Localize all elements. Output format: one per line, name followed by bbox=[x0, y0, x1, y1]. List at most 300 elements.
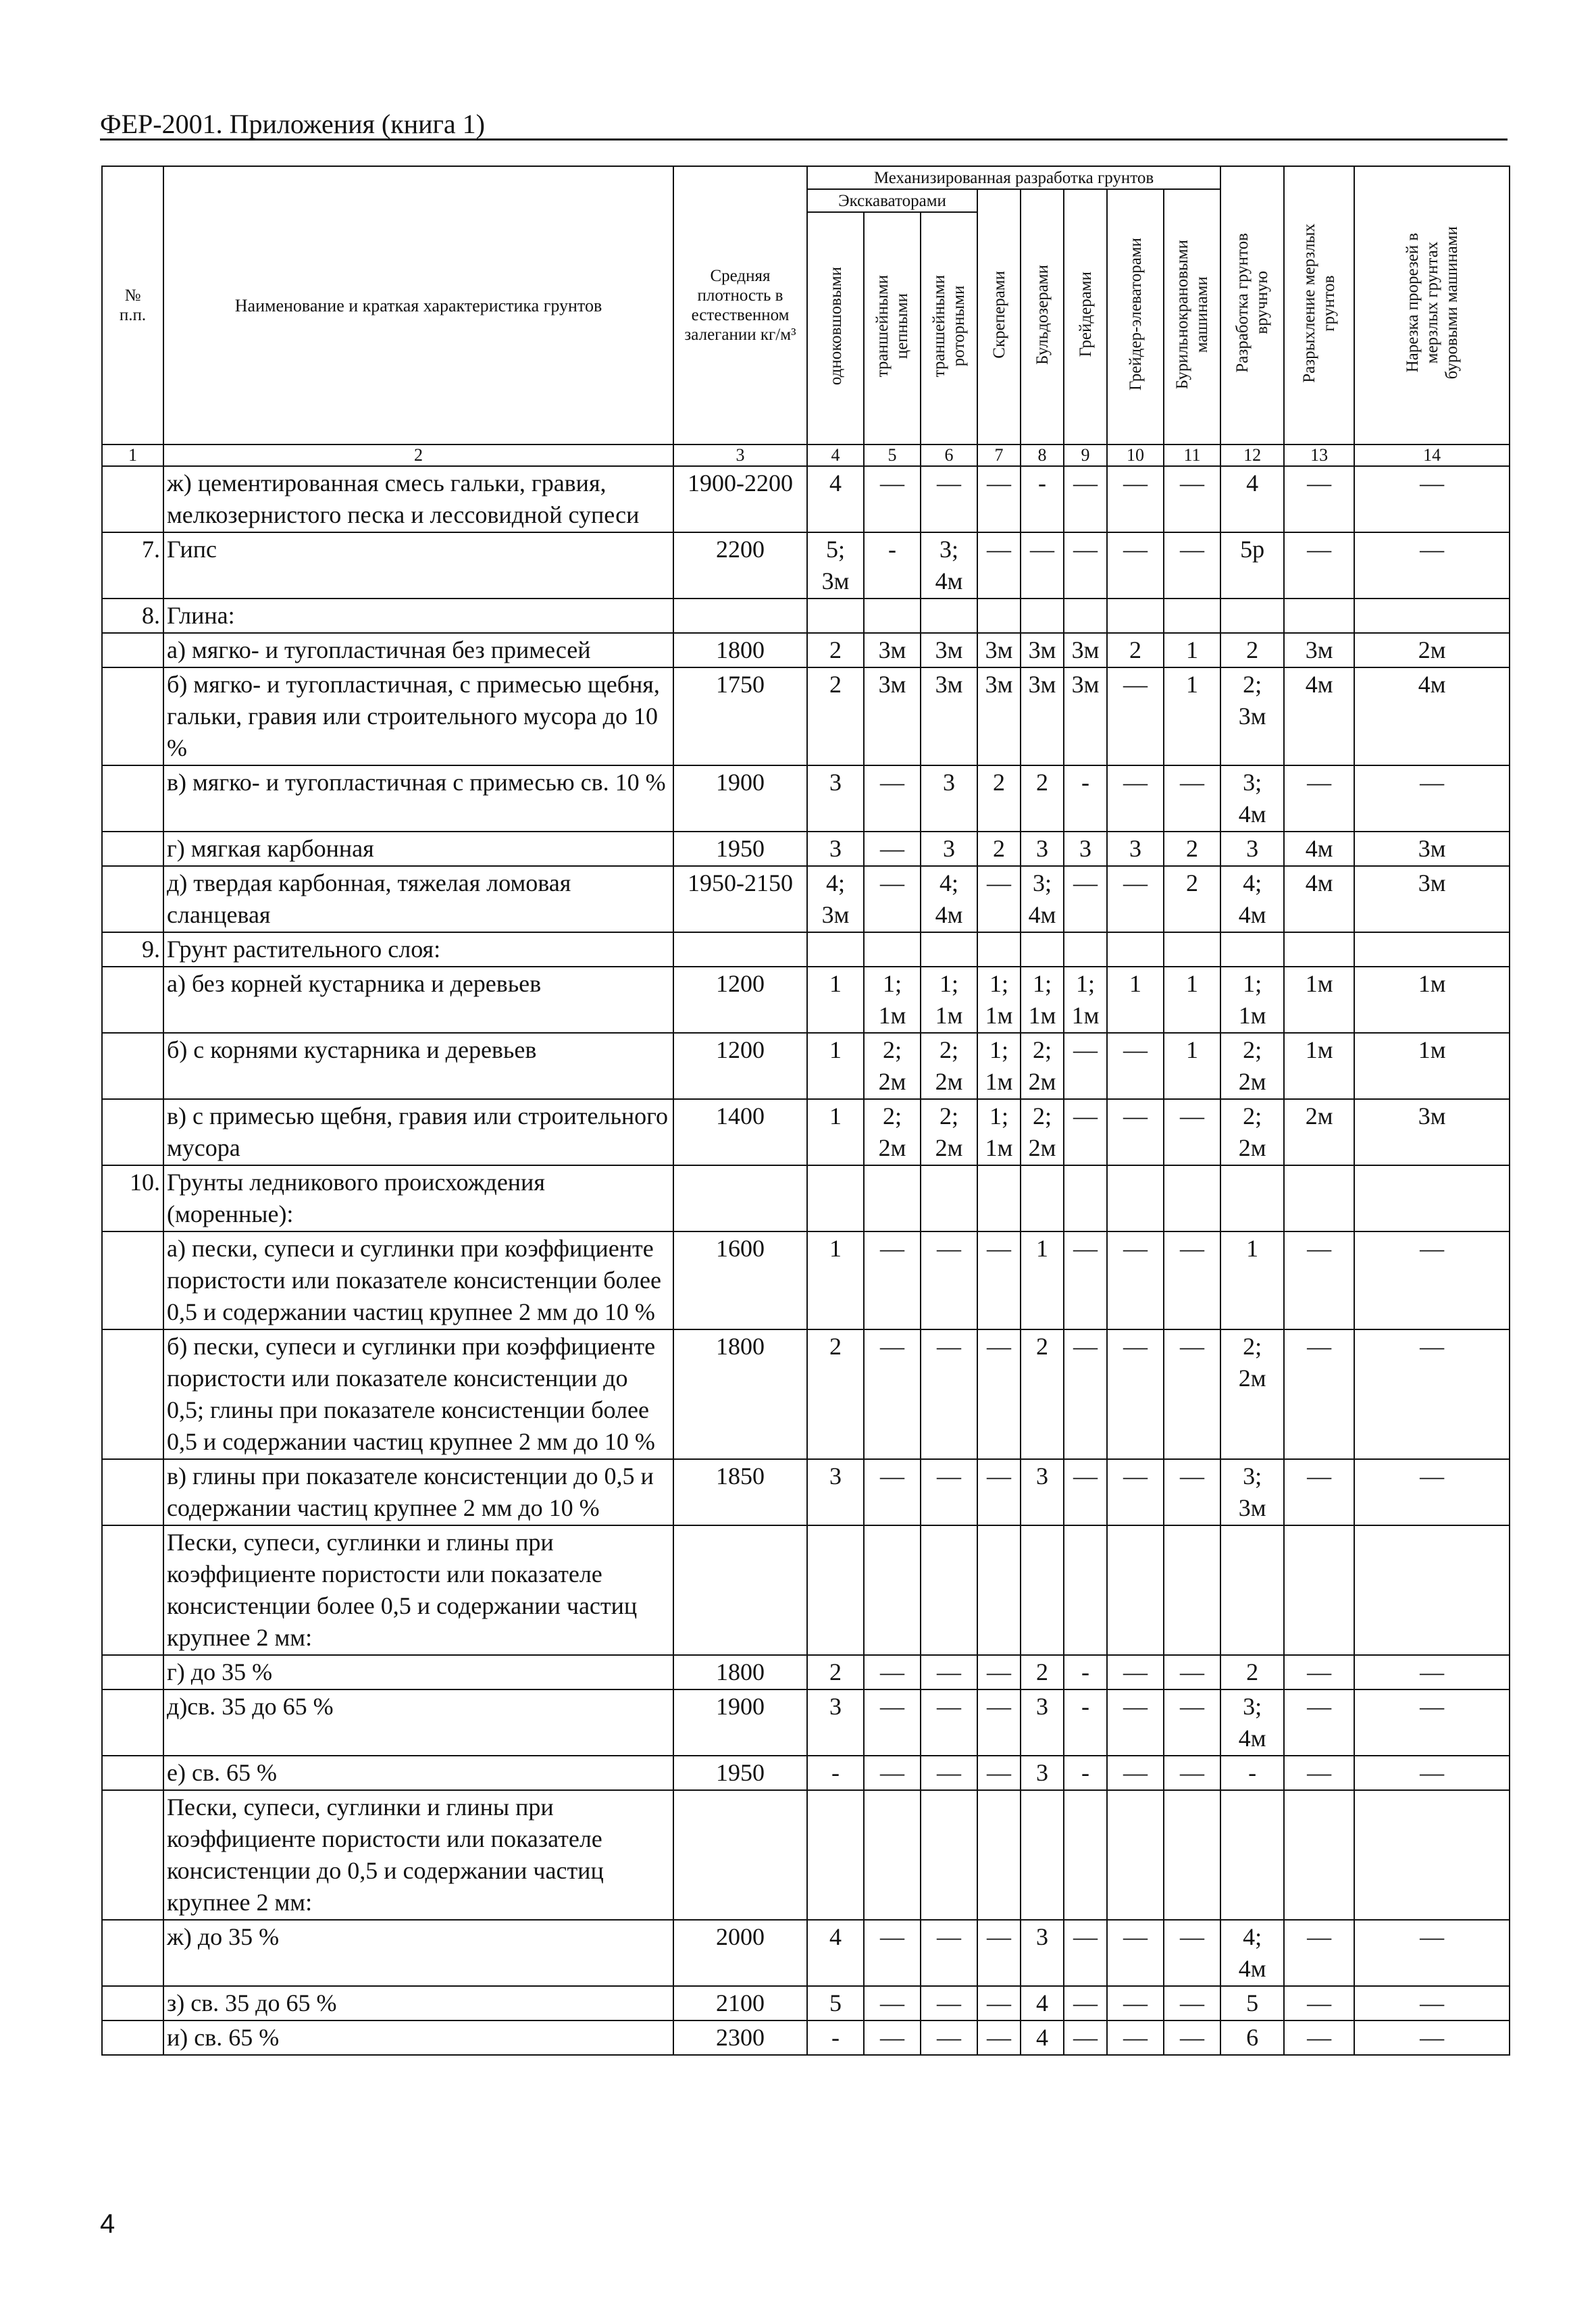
soil-group-value: — bbox=[1107, 765, 1164, 832]
soil-group-value bbox=[977, 1790, 1021, 1920]
soil-group-value: 1 bbox=[1021, 1231, 1064, 1329]
header-trench-chain: траншейными цепными bbox=[864, 212, 921, 444]
soil-group-value: — bbox=[864, 832, 921, 866]
soil-group-value: 2; 2м bbox=[1220, 1329, 1284, 1459]
soil-group-value: 2; 2м bbox=[921, 1099, 977, 1165]
column-number: 9 bbox=[1064, 444, 1107, 466]
soil-group-value: — bbox=[1354, 1756, 1510, 1790]
soil-group-value: — bbox=[1284, 1329, 1354, 1459]
soil-group-value: — bbox=[864, 1920, 921, 1986]
soil-group-value: — bbox=[1284, 765, 1354, 832]
row-number bbox=[102, 765, 163, 832]
header-bulldozers: Бульдозерами bbox=[1021, 189, 1064, 444]
soil-group-value: 2; 2м bbox=[921, 1033, 977, 1099]
soil-group-value: — bbox=[1107, 1231, 1164, 1329]
soil-group-value bbox=[1220, 1165, 1284, 1231]
soil-group-value: 3м bbox=[1354, 832, 1510, 866]
soil-group-value bbox=[1064, 1525, 1107, 1655]
soil-name: в) с примесью щебня, гравия или строительного мусора bbox=[163, 1099, 673, 1165]
soil-group-value: — bbox=[1164, 1689, 1220, 1756]
soil-name: Пески, супеси, суглинки и глины при коэффициенте пористости или показателе консистенции до 0,5 и содержании частиц крупнее 2 мм: bbox=[163, 1790, 673, 1920]
row-number bbox=[102, 633, 163, 667]
soil-group-value: 3м bbox=[1354, 866, 1510, 932]
soil-density: 1200 bbox=[673, 967, 807, 1033]
soil-group-value: — bbox=[1164, 1231, 1220, 1329]
soil-density: 1800 bbox=[673, 1655, 807, 1689]
column-number: 13 bbox=[1284, 444, 1354, 466]
soil-group-value: — bbox=[977, 1986, 1021, 2020]
soil-group-value: — bbox=[1164, 532, 1220, 599]
soil-name: б) с корнями кустарника и деревьев bbox=[163, 1033, 673, 1099]
soil-name: д) твердая карбонная, тяжелая ломовая сланцевая bbox=[163, 866, 673, 932]
soil-density bbox=[673, 1525, 807, 1655]
column-number: 10 bbox=[1107, 444, 1164, 466]
soil-group-value: 4 bbox=[807, 466, 864, 532]
soil-group-value bbox=[1220, 1525, 1284, 1655]
soil-group-value: — bbox=[1164, 2020, 1220, 2055]
soil-group-value bbox=[1220, 932, 1284, 967]
soil-group-value: - bbox=[807, 1756, 864, 1790]
soil-group-value bbox=[807, 1525, 864, 1655]
soil-density: 1400 bbox=[673, 1099, 807, 1165]
soil-group-value: — bbox=[1064, 466, 1107, 532]
soil-group-value bbox=[1354, 932, 1510, 967]
row-number bbox=[102, 1329, 163, 1459]
soil-group-value: 3 bbox=[1064, 832, 1107, 866]
soil-density bbox=[673, 1165, 807, 1231]
row-number bbox=[102, 1920, 163, 1986]
table-row bbox=[102, 1920, 1510, 1986]
soil-group-value: - bbox=[1021, 466, 1064, 532]
soil-group-value: — bbox=[1164, 1099, 1220, 1165]
soil-group-value bbox=[1220, 1790, 1284, 1920]
soil-group-value: — bbox=[1107, 1920, 1164, 1986]
soil-name: Грунт растительного слоя: bbox=[163, 932, 673, 967]
soil-group-value: — bbox=[977, 1920, 1021, 1986]
soil-group-value: 3 bbox=[1021, 1689, 1064, 1756]
row-number bbox=[102, 1099, 163, 1165]
soil-group-value: — bbox=[977, 1459, 1021, 1525]
soil-group-value bbox=[1164, 932, 1220, 967]
soil-group-value: — bbox=[921, 1329, 977, 1459]
table-row bbox=[102, 866, 1510, 932]
soil-group-value: 2 bbox=[1021, 1329, 1064, 1459]
soil-group-value: 2 bbox=[807, 1329, 864, 1459]
soil-density: 1950 bbox=[673, 832, 807, 866]
soil-group-value bbox=[1354, 1525, 1510, 1655]
soil-group-value bbox=[1107, 1525, 1164, 1655]
soil-group-value: 3; 4м bbox=[1021, 866, 1064, 932]
column-number: 12 bbox=[1220, 444, 1284, 466]
soil-group-value: — bbox=[1164, 1655, 1220, 1689]
soil-group-value: 2 bbox=[977, 765, 1021, 832]
soil-group-value: 5р bbox=[1220, 532, 1284, 599]
soil-group-value: — bbox=[977, 1231, 1021, 1329]
soil-group-value: - bbox=[1064, 1655, 1107, 1689]
soil-group-value: 4м bbox=[1284, 866, 1354, 932]
soil-group-value: — bbox=[1064, 866, 1107, 932]
soil-group-value: 1; 1м bbox=[977, 1099, 1021, 1165]
soil-group-value: 2; 3м bbox=[1220, 667, 1284, 765]
soil-group-value bbox=[1164, 1165, 1220, 1231]
header-grader-elevators: Грейдер-элеваторами bbox=[1107, 189, 1164, 444]
soil-group-value: — bbox=[1107, 466, 1164, 532]
row-number bbox=[102, 1033, 163, 1099]
soil-group-value: 1м bbox=[1284, 967, 1354, 1033]
soil-group-value: — bbox=[1164, 1920, 1220, 1986]
soil-group-value: — bbox=[1284, 1231, 1354, 1329]
row-number bbox=[102, 832, 163, 866]
soil-group-value: — bbox=[1354, 466, 1510, 532]
soil-group-value bbox=[1284, 1525, 1354, 1655]
soil-group-value: - bbox=[1064, 1756, 1107, 1790]
soil-name: з) св. 35 до 65 % bbox=[163, 1986, 673, 2020]
soil-group-value: 2 bbox=[1220, 1655, 1284, 1689]
soil-group-value: — bbox=[977, 466, 1021, 532]
soil-name: Гипс bbox=[163, 532, 673, 599]
soil-group-value: — bbox=[921, 1756, 977, 1790]
soil-group-value: - bbox=[1220, 1756, 1284, 1790]
soil-group-value: 1 bbox=[807, 1033, 864, 1099]
soil-group-value: 2 bbox=[977, 832, 1021, 866]
row-number bbox=[102, 1790, 163, 1920]
soil-name: ж) до 35 % bbox=[163, 1920, 673, 1986]
soil-group-value: — bbox=[921, 466, 977, 532]
soil-group-value: — bbox=[1064, 1986, 1107, 2020]
soil-group-value: — bbox=[864, 466, 921, 532]
soil-classification-table bbox=[101, 166, 1510, 2056]
soil-group-value: 4м bbox=[1284, 667, 1354, 765]
row-number: 10. bbox=[102, 1165, 163, 1231]
soil-density: 2000 bbox=[673, 1920, 807, 1986]
soil-group-value: 2 bbox=[807, 633, 864, 667]
soil-group-value: — bbox=[1284, 1459, 1354, 1525]
soil-group-value: 1 bbox=[1164, 633, 1220, 667]
soil-group-value bbox=[1107, 932, 1164, 967]
soil-group-value bbox=[864, 1790, 921, 1920]
table-row bbox=[102, 1986, 1510, 2020]
soil-group-value: 2 bbox=[1164, 866, 1220, 932]
soil-group-value bbox=[1164, 1525, 1220, 1655]
table-row bbox=[102, 1329, 1510, 1459]
row-number bbox=[102, 1231, 163, 1329]
soil-group-value: 1; 1м bbox=[1064, 967, 1107, 1033]
table-row bbox=[102, 932, 1510, 967]
soil-density: 1750 bbox=[673, 667, 807, 765]
soil-group-value: — bbox=[864, 2020, 921, 2055]
header-rule bbox=[100, 138, 1508, 141]
soil-group-value: — bbox=[921, 1459, 977, 1525]
soil-group-value bbox=[864, 1165, 921, 1231]
soil-group-value: — bbox=[1107, 667, 1164, 765]
row-number bbox=[102, 1459, 163, 1525]
soil-density: 2200 bbox=[673, 532, 807, 599]
table-row bbox=[102, 1655, 1510, 1689]
soil-group-value: — bbox=[1107, 1689, 1164, 1756]
soil-group-value: — bbox=[864, 1689, 921, 1756]
soil-group-value bbox=[1284, 599, 1354, 633]
soil-group-value: — bbox=[864, 1329, 921, 1459]
soil-group-value bbox=[1284, 1165, 1354, 1231]
soil-group-value: — bbox=[977, 2020, 1021, 2055]
header-frozen-cutting: Нарезка прорезей в мерзлых грунтах буровыми машинами bbox=[1354, 166, 1510, 444]
soil-group-value: — bbox=[1064, 1033, 1107, 1099]
table-row bbox=[102, 2020, 1510, 2055]
soil-group-value bbox=[807, 932, 864, 967]
soil-group-value: 3 bbox=[1220, 832, 1284, 866]
soil-group-value bbox=[1164, 599, 1220, 633]
header-single-bucket: одноковшовыми bbox=[807, 212, 864, 444]
soil-group-value: 3м bbox=[864, 667, 921, 765]
soil-name: в) глины при показателе консистенции до 0,5 и содержании частиц крупнее 2 мм до 10 % bbox=[163, 1459, 673, 1525]
soil-name: в) мягко- и тугопластичная с примесью св. 10 % bbox=[163, 765, 673, 832]
soil-group-value: 3м bbox=[864, 633, 921, 667]
soil-group-value bbox=[1107, 1790, 1164, 1920]
soil-group-value: 3 bbox=[1021, 832, 1064, 866]
soil-group-value: 2; 2м bbox=[1220, 1033, 1284, 1099]
soil-name: и) св. 65 % bbox=[163, 2020, 673, 2055]
soil-group-value: 5 bbox=[1220, 1986, 1284, 2020]
soil-group-value: - bbox=[1064, 1689, 1107, 1756]
table-row bbox=[102, 1165, 1510, 1231]
soil-group-value: — bbox=[1021, 532, 1064, 599]
soil-group-value: 3 bbox=[1021, 1920, 1064, 1986]
soil-group-value: — bbox=[1107, 866, 1164, 932]
soil-group-value bbox=[807, 599, 864, 633]
row-number bbox=[102, 866, 163, 932]
soil-group-value: — bbox=[1284, 466, 1354, 532]
column-number: 7 bbox=[977, 444, 1021, 466]
soil-group-value: — bbox=[921, 2020, 977, 2055]
soil-group-value: 2м bbox=[1354, 633, 1510, 667]
soil-density bbox=[673, 1790, 807, 1920]
soil-density bbox=[673, 599, 807, 633]
soil-group-value: 5; 3м bbox=[807, 532, 864, 599]
soil-group-value: — bbox=[1107, 1756, 1164, 1790]
soil-name: д)св. 35 до 65 % bbox=[163, 1689, 673, 1756]
soil-group-value: — bbox=[1354, 1689, 1510, 1756]
table-row bbox=[102, 765, 1510, 832]
soil-group-value: 2 bbox=[1107, 633, 1164, 667]
column-number: 6 bbox=[921, 444, 977, 466]
table-row bbox=[102, 1099, 1510, 1165]
column-number-row bbox=[102, 444, 1510, 466]
soil-group-value: - bbox=[864, 532, 921, 599]
soil-density: 1200 bbox=[673, 1033, 807, 1099]
soil-group-value bbox=[1354, 1790, 1510, 1920]
soil-density: 1900-2200 bbox=[673, 466, 807, 532]
soil-group-value: — bbox=[1064, 1099, 1107, 1165]
soil-group-value: - bbox=[807, 2020, 864, 2055]
soil-group-value: 4м bbox=[1284, 832, 1354, 866]
soil-name: г) до 35 % bbox=[163, 1655, 673, 1689]
soil-group-value bbox=[864, 599, 921, 633]
table-row bbox=[102, 1525, 1510, 1655]
soil-group-value bbox=[864, 1525, 921, 1655]
soil-density bbox=[673, 932, 807, 967]
row-number bbox=[102, 667, 163, 765]
soil-group-value: — bbox=[1064, 1459, 1107, 1525]
soil-group-value: — bbox=[1064, 1920, 1107, 1986]
soil-group-value bbox=[977, 1525, 1021, 1655]
soil-group-value bbox=[807, 1165, 864, 1231]
header-trench-rotary: траншейными роторными bbox=[921, 212, 977, 444]
soil-density: 1800 bbox=[673, 633, 807, 667]
soil-density: 1850 bbox=[673, 1459, 807, 1525]
column-number: 14 bbox=[1354, 444, 1510, 466]
soil-group-value: 1м bbox=[1354, 967, 1510, 1033]
soil-group-value: — bbox=[1354, 1329, 1510, 1459]
soil-group-value: — bbox=[977, 866, 1021, 932]
soil-group-value bbox=[1354, 599, 1510, 633]
soil-group-value: — bbox=[864, 1655, 921, 1689]
soil-group-value bbox=[1107, 1165, 1164, 1231]
soil-group-value: - bbox=[1064, 765, 1107, 832]
soil-group-value bbox=[921, 1790, 977, 1920]
soil-group-value: 6 bbox=[1220, 2020, 1284, 2055]
soil-group-value: — bbox=[1164, 1986, 1220, 2020]
soil-group-value: 3; 4м bbox=[921, 532, 977, 599]
soil-group-value: — bbox=[1284, 1689, 1354, 1756]
soil-group-value: 1 bbox=[1220, 1231, 1284, 1329]
soil-group-value: — bbox=[1284, 1920, 1354, 1986]
soil-group-value bbox=[977, 599, 1021, 633]
row-number bbox=[102, 967, 163, 1033]
soil-group-value: — bbox=[1064, 1329, 1107, 1459]
table-row bbox=[102, 1459, 1510, 1525]
soil-group-value: — bbox=[1354, 1920, 1510, 1986]
header-scrapers: Скреперами bbox=[977, 189, 1021, 444]
row-number bbox=[102, 466, 163, 532]
page-number: 4 bbox=[100, 2209, 115, 2239]
soil-group-value bbox=[977, 1165, 1021, 1231]
soil-density: 1900 bbox=[673, 765, 807, 832]
soil-group-value: 3 bbox=[921, 765, 977, 832]
soil-group-value: 1; 1м bbox=[1220, 967, 1284, 1033]
table-row bbox=[102, 967, 1510, 1033]
header-density: Средняя плотность в естественном залегании кг/м³ bbox=[673, 166, 807, 444]
soil-group-value: — bbox=[1164, 1329, 1220, 1459]
column-number: 11 bbox=[1164, 444, 1220, 466]
soil-group-value: 2; 2м bbox=[1021, 1033, 1064, 1099]
soil-group-value bbox=[1064, 932, 1107, 967]
soil-group-value: 3 bbox=[1021, 1756, 1064, 1790]
table-row bbox=[102, 1033, 1510, 1099]
soil-group-value: 1; 1м bbox=[977, 967, 1021, 1033]
soil-group-value: 4; 4м bbox=[921, 866, 977, 932]
soil-group-value: — bbox=[1284, 2020, 1354, 2055]
soil-name: Грунты ледникового происхождения (моренные): bbox=[163, 1165, 673, 1231]
soil-group-value: 3м bbox=[1354, 1099, 1510, 1165]
header-mechanized-group: Механизированная разработка грунтов bbox=[807, 166, 1220, 189]
row-number bbox=[102, 1986, 163, 2020]
header-no: № п.п. bbox=[102, 166, 163, 444]
soil-group-value bbox=[1284, 932, 1354, 967]
soil-group-value: — bbox=[1064, 2020, 1107, 2055]
soil-group-value: — bbox=[1164, 1459, 1220, 1525]
soil-density: 1800 bbox=[673, 1329, 807, 1459]
soil-group-value: 1 bbox=[1164, 967, 1220, 1033]
soil-group-value: 4м bbox=[1354, 667, 1510, 765]
soil-group-value: — bbox=[921, 1655, 977, 1689]
soil-group-value: 3 bbox=[807, 1459, 864, 1525]
soil-group-value: — bbox=[1354, 2020, 1510, 2055]
soil-group-value bbox=[1220, 599, 1284, 633]
soil-name: а) пески, супеси и суглинки при коэффициенте пористости или показателе консистенции более 0,5 и содержании частиц крупнее 2 мм до 10 % bbox=[163, 1231, 673, 1329]
soil-group-value: — bbox=[977, 532, 1021, 599]
soil-group-value: 1; 1м bbox=[977, 1033, 1021, 1099]
soil-group-value: — bbox=[864, 1756, 921, 1790]
soil-group-value bbox=[1064, 1790, 1107, 1920]
soil-group-value: 3 bbox=[1021, 1459, 1064, 1525]
soil-group-value: 2 bbox=[1021, 765, 1064, 832]
soil-group-value: — bbox=[1284, 1655, 1354, 1689]
soil-group-value: 3 bbox=[921, 832, 977, 866]
soil-density: 1900 bbox=[673, 1689, 807, 1756]
row-number bbox=[102, 1655, 163, 1689]
soil-name: а) без корней кустарника и деревьев bbox=[163, 967, 673, 1033]
soil-group-value bbox=[1064, 599, 1107, 633]
table-row bbox=[102, 1790, 1510, 1920]
soil-group-value: 3 bbox=[1107, 832, 1164, 866]
soil-group-value bbox=[921, 1525, 977, 1655]
soil-name: б) пески, супеси и суглинки при коэффициенте пористости или показателе консистенции до 0,5; глины при показателе консистенции более 0,5 и содержании частиц крупнее 2 мм до 10 % bbox=[163, 1329, 673, 1459]
soil-density: 2100 bbox=[673, 1986, 807, 2020]
header-graders: Грейдерами bbox=[1064, 189, 1107, 444]
soil-group-value: 1 bbox=[807, 967, 864, 1033]
header-manual: Разработка грунтов вручную bbox=[1220, 166, 1284, 444]
soil-group-value bbox=[921, 932, 977, 967]
soil-group-value: — bbox=[1164, 1756, 1220, 1790]
soil-group-value: — bbox=[977, 1756, 1021, 1790]
soil-name: а) мягко- и тугопластичная без примесей bbox=[163, 633, 673, 667]
soil-group-value: 2 bbox=[1021, 1655, 1064, 1689]
soil-group-value: — bbox=[1107, 1459, 1164, 1525]
soil-group-value: — bbox=[1354, 1986, 1510, 2020]
soil-group-value: — bbox=[977, 1655, 1021, 1689]
soil-group-value: — bbox=[1064, 1231, 1107, 1329]
soil-group-value: — bbox=[864, 866, 921, 932]
soil-group-value: — bbox=[1284, 532, 1354, 599]
column-number: 2 bbox=[163, 444, 673, 466]
soil-group-value: — bbox=[977, 1689, 1021, 1756]
soil-group-value: 3м bbox=[921, 667, 977, 765]
soil-group-value: — bbox=[1107, 2020, 1164, 2055]
soil-group-value: 1; 1м bbox=[1021, 967, 1064, 1033]
table-row bbox=[102, 532, 1510, 599]
soil-group-value: 2м bbox=[1284, 1099, 1354, 1165]
soil-group-value bbox=[1021, 599, 1064, 633]
soil-group-value: — bbox=[1164, 466, 1220, 532]
soil-group-value: — bbox=[1107, 1033, 1164, 1099]
soil-name: Глина: bbox=[163, 599, 673, 633]
header-excavators-group: Экскаваторами bbox=[807, 189, 977, 212]
soil-group-value bbox=[977, 932, 1021, 967]
soil-group-value: 1; 1м bbox=[864, 967, 921, 1033]
soil-group-value: 3м bbox=[1021, 633, 1064, 667]
table-row bbox=[102, 1756, 1510, 1790]
soil-group-value: 3; 4м bbox=[1220, 1689, 1284, 1756]
soil-group-value: 4; 4м bbox=[1220, 1920, 1284, 1986]
soil-group-value: — bbox=[1354, 1655, 1510, 1689]
header-name: Наименование и краткая характеристика грунтов bbox=[163, 166, 673, 444]
soil-group-value: 4 bbox=[807, 1920, 864, 1986]
soil-group-value: 1 bbox=[1164, 1033, 1220, 1099]
soil-group-value bbox=[1107, 599, 1164, 633]
soil-group-value: — bbox=[864, 1459, 921, 1525]
soil-group-value: 2; 2м bbox=[864, 1099, 921, 1165]
soil-group-value: 2 bbox=[807, 667, 864, 765]
